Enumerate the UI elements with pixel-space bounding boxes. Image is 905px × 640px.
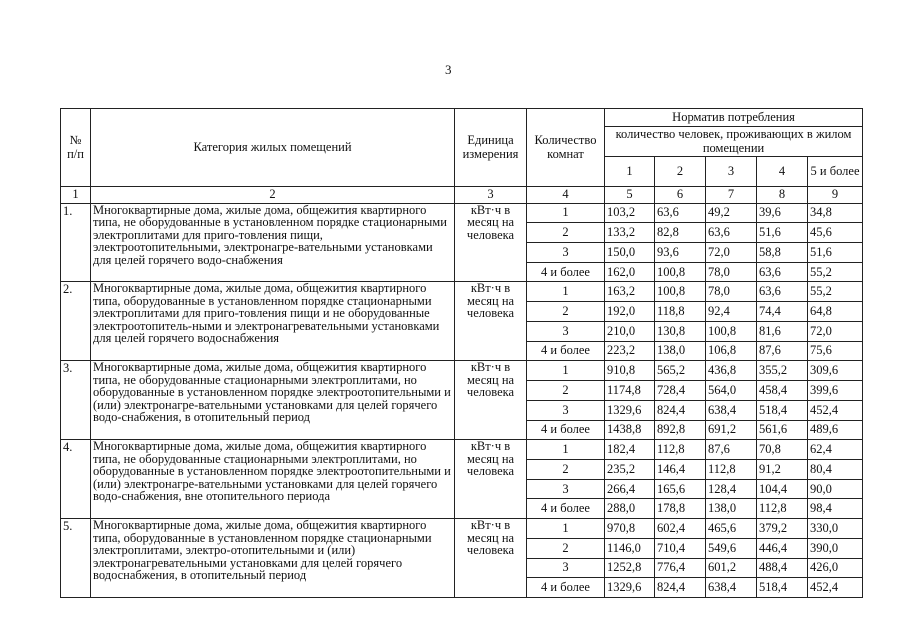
value-cell: 64,8 [808, 302, 863, 322]
value-cell: 399,6 [808, 381, 863, 401]
header-people-col: 3 [706, 157, 757, 187]
rooms-cell: 3 [527, 558, 605, 578]
value-cell: 34,8 [808, 203, 863, 223]
rooms-cell: 2 [527, 538, 605, 558]
category-cell: Многоквартирные дома, жилые дома, общежития квартирного типа, оборудованные в установленном порядке стационарными электроплитами, электро-отопительными и (или) электронагревательными установками для целей горячего водоснабжения, в отопительный период [91, 519, 455, 598]
value-cell: 75,6 [808, 341, 863, 361]
column-number-row [61, 187, 863, 204]
value-cell: 235,2 [605, 459, 655, 479]
rooms-cell: 2 [527, 302, 605, 322]
rooms-cell: 1 [527, 361, 605, 381]
value-cell: 518,4 [757, 578, 808, 598]
value-cell: 1329,6 [605, 578, 655, 598]
rooms-cell: 4 и более [527, 420, 605, 440]
value-cell: 355,2 [757, 361, 808, 381]
value-cell: 63,6 [706, 223, 757, 243]
column-number: 5 [605, 187, 655, 204]
category-cell: Многоквартирные дома, жилые дома, общежития квартирного типа, оборудованные в установленном порядке стационарными электроплитами для приго-товления пищи и не оборудованные электроотопитель-ными и электронагревательными установками для целей горячего водоснабжения [91, 282, 455, 361]
value-cell: 100,8 [706, 321, 757, 341]
value-cell: 91,2 [757, 459, 808, 479]
rooms-cell: 4 и более [527, 499, 605, 519]
rooms-cell: 1 [527, 440, 605, 460]
value-cell: 93,6 [655, 243, 706, 263]
value-cell: 80,4 [808, 459, 863, 479]
rooms-cell: 3 [527, 400, 605, 420]
value-cell: 330,0 [808, 519, 863, 539]
value-cell: 87,6 [706, 440, 757, 460]
column-number: 3 [455, 187, 527, 204]
value-cell: 1438,8 [605, 420, 655, 440]
value-cell: 130,8 [655, 321, 706, 341]
value-cell: 55,2 [808, 282, 863, 302]
value-cell: 223,2 [605, 341, 655, 361]
value-cell: 728,4 [655, 381, 706, 401]
rooms-cell: 2 [527, 381, 605, 401]
value-cell: 118,8 [655, 302, 706, 322]
value-cell: 489,6 [808, 420, 863, 440]
value-cell: 72,0 [808, 321, 863, 341]
value-cell: 549,6 [706, 538, 757, 558]
value-cell: 39,6 [757, 203, 808, 223]
value-cell: 638,4 [706, 400, 757, 420]
header-category: Категория жилых помещений [91, 109, 455, 187]
value-cell: 266,4 [605, 479, 655, 499]
header-num: № п/п [61, 109, 91, 187]
value-cell: 446,4 [757, 538, 808, 558]
value-cell: 638,4 [706, 578, 757, 598]
value-cell: 710,4 [655, 538, 706, 558]
value-cell: 436,8 [706, 361, 757, 381]
value-cell: 390,0 [808, 538, 863, 558]
value-cell: 49,2 [706, 203, 757, 223]
category-cell: Многоквартирные дома, жилые дома, общежития квартирного типа, не оборудованные стационарными электроплитами, но оборудованные в установленном порядке электроотопительными и (или) электронагре-вательными установками для целей горячего водо-снабжения, в отопительный период [91, 361, 455, 440]
rooms-cell: 3 [527, 479, 605, 499]
rooms-cell: 4 и более [527, 341, 605, 361]
value-cell: 1146,0 [605, 538, 655, 558]
value-cell: 45,6 [808, 223, 863, 243]
value-cell: 51,6 [808, 243, 863, 263]
value-cell: 55,2 [808, 262, 863, 282]
rooms-cell: 1 [527, 519, 605, 539]
value-cell: 564,0 [706, 381, 757, 401]
value-cell: 892,8 [655, 420, 706, 440]
value-cell: 824,4 [655, 400, 706, 420]
header-people-col: 5 и более [808, 157, 863, 187]
value-cell: 74,4 [757, 302, 808, 322]
value-cell: 565,2 [655, 361, 706, 381]
value-cell: 379,2 [757, 519, 808, 539]
row-number: 5. [61, 519, 91, 598]
value-cell: 72,0 [706, 243, 757, 263]
value-cell: 561,6 [757, 420, 808, 440]
rooms-cell: 4 и более [527, 262, 605, 282]
header-unit: Единица измерения [455, 109, 527, 187]
category-cell: Многоквартирные дома, жилые дома, общежития квартирного типа, не оборудованные стационарными электроплитами, но оборудованные в установленном порядке электроотопительными и (или) электронагре-вательными установками для целей горячего водо-снабжения, вне отопительного периода [91, 440, 455, 519]
value-cell: 138,0 [655, 341, 706, 361]
value-cell: 81,6 [757, 321, 808, 341]
value-cell: 518,4 [757, 400, 808, 420]
header-people: количество человек, проживающих в жилом помещении [605, 127, 863, 157]
value-cell: 78,0 [706, 262, 757, 282]
header-people-col: 4 [757, 157, 808, 187]
value-cell: 288,0 [605, 499, 655, 519]
header-norm: Норматив потребления [605, 109, 863, 127]
value-cell: 58,8 [757, 243, 808, 263]
value-cell: 1252,8 [605, 558, 655, 578]
table-row [61, 361, 863, 381]
row-number: 1. [61, 203, 91, 282]
column-number: 9 [808, 187, 863, 204]
unit-cell: кВт·ч в месяц на человека [455, 440, 527, 519]
table-row [61, 203, 863, 223]
value-cell: 112,8 [706, 459, 757, 479]
row-number: 3. [61, 361, 91, 440]
value-cell: 182,4 [605, 440, 655, 460]
value-cell: 112,8 [655, 440, 706, 460]
table-row [61, 440, 863, 460]
value-cell: 98,4 [808, 499, 863, 519]
value-cell: 63,6 [757, 262, 808, 282]
value-cell: 178,8 [655, 499, 706, 519]
value-cell: 910,8 [605, 361, 655, 381]
value-cell: 63,6 [757, 282, 808, 302]
value-cell: 87,6 [757, 341, 808, 361]
column-number: 1 [61, 187, 91, 204]
value-cell: 133,2 [605, 223, 655, 243]
value-cell: 100,8 [655, 262, 706, 282]
header-people-col: 2 [655, 157, 706, 187]
value-cell: 426,0 [808, 558, 863, 578]
value-cell: 146,4 [655, 459, 706, 479]
value-cell: 104,4 [757, 479, 808, 499]
value-cell: 162,0 [605, 262, 655, 282]
value-cell: 138,0 [706, 499, 757, 519]
value-cell: 112,8 [757, 499, 808, 519]
value-cell: 100,8 [655, 282, 706, 302]
rooms-cell: 2 [527, 223, 605, 243]
value-cell: 106,8 [706, 341, 757, 361]
value-cell: 601,2 [706, 558, 757, 578]
row-number: 4. [61, 440, 91, 519]
value-cell: 465,6 [706, 519, 757, 539]
rooms-cell: 4 и более [527, 578, 605, 598]
rooms-cell: 1 [527, 282, 605, 302]
value-cell: 163,2 [605, 282, 655, 302]
value-cell: 51,6 [757, 223, 808, 243]
value-cell: 70,8 [757, 440, 808, 460]
unit-cell: кВт·ч в месяц на человека [455, 361, 527, 440]
unit-cell: кВт·ч в месяц на человека [455, 519, 527, 598]
value-cell: 165,6 [655, 479, 706, 499]
row-number: 2. [61, 282, 91, 361]
table-row [61, 519, 863, 539]
value-cell: 78,0 [706, 282, 757, 302]
rooms-cell: 2 [527, 459, 605, 479]
rooms-cell: 3 [527, 321, 605, 341]
unit-cell: кВт·ч в месяц на человека [455, 282, 527, 361]
value-cell: 452,4 [808, 578, 863, 598]
value-cell: 1329,6 [605, 400, 655, 420]
value-cell: 62,4 [808, 440, 863, 460]
value-cell: 452,4 [808, 400, 863, 420]
column-number: 4 [527, 187, 605, 204]
value-cell: 92,4 [706, 302, 757, 322]
column-number: 6 [655, 187, 706, 204]
value-cell: 103,2 [605, 203, 655, 223]
value-cell: 82,8 [655, 223, 706, 243]
header-rooms: Количество комнат [527, 109, 605, 187]
value-cell: 602,4 [655, 519, 706, 539]
rooms-cell: 1 [527, 203, 605, 223]
value-cell: 488,4 [757, 558, 808, 578]
table-row [61, 282, 863, 302]
value-cell: 192,0 [605, 302, 655, 322]
header-people-col: 1 [605, 157, 655, 187]
page-number: 3 [445, 62, 452, 77]
column-number: 8 [757, 187, 808, 204]
column-number: 2 [91, 187, 455, 204]
value-cell: 776,4 [655, 558, 706, 578]
value-cell: 150,0 [605, 243, 655, 263]
value-cell: 210,0 [605, 321, 655, 341]
value-cell: 458,4 [757, 381, 808, 401]
category-cell: Многоквартирные дома, жилые дома, общежития квартирного типа, не оборудованные в установленном порядке стационарными электроплитами для приго-товления пищи, электроотопительными, электронагре-вательными установками для целей горячего водо-снабжения [91, 203, 455, 282]
value-cell: 128,4 [706, 479, 757, 499]
value-cell: 970,8 [605, 519, 655, 539]
column-number: 7 [706, 187, 757, 204]
consumption-norm-table [60, 108, 863, 598]
value-cell: 309,6 [808, 361, 863, 381]
unit-cell: кВт·ч в месяц на человека [455, 203, 527, 282]
rooms-cell: 3 [527, 243, 605, 263]
value-cell: 691,2 [706, 420, 757, 440]
value-cell: 63,6 [655, 203, 706, 223]
value-cell: 90,0 [808, 479, 863, 499]
value-cell: 824,4 [655, 578, 706, 598]
value-cell: 1174,8 [605, 381, 655, 401]
